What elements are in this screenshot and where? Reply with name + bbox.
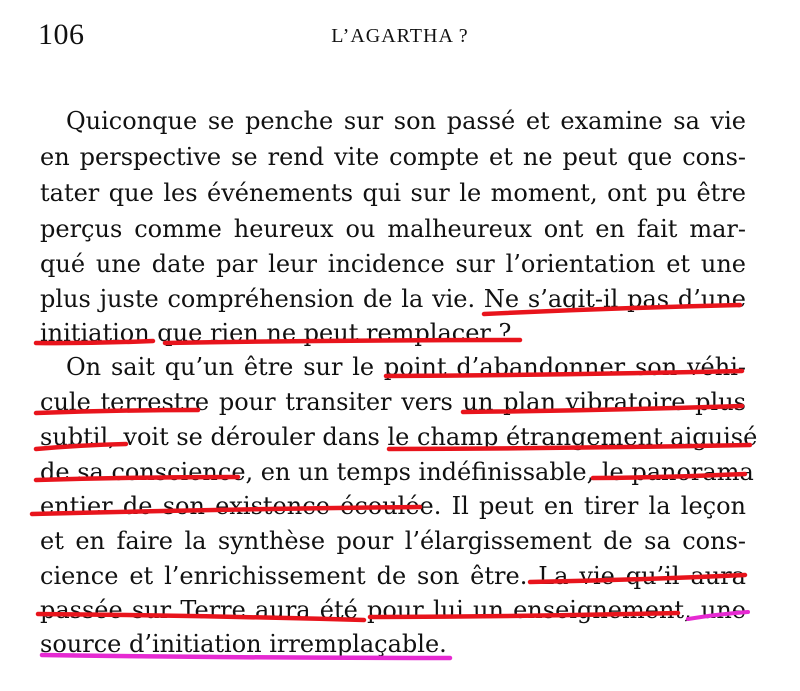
text-line: tater que les événements qui sur le moment, ont pu être [40, 179, 746, 207]
running-head: L’AGARTHA ? [331, 25, 469, 47]
text-line: cience et l’enrichissement de son être. La vie qu’il aura [40, 562, 746, 590]
text-line: initiation que rien ne peut remplacer ? [40, 319, 512, 347]
text-line: perçus comme heureux ou malheureux ont en fait mar- [40, 215, 746, 243]
text-line: On sait qu’un être sur le point d’abandonner son véhi- [66, 353, 746, 381]
text-line: et en faire la synthèse pour l’élargissement de sa cons- [40, 527, 746, 555]
text-line: plus juste compréhension de la vie. Ne s’agit-il pas d’une [40, 285, 746, 313]
text-line: passée sur Terre aura été pour lui un enseignement, une [40, 596, 746, 624]
text-line: cule terrestre pour transiter vers un plan vibratoire plus [40, 388, 746, 416]
text-line: subtil, voit se dérouler dans le champ étrangement aiguisé [40, 423, 758, 451]
text-line: Quiconque se penche sur son passé et examine sa vie [66, 107, 746, 135]
text-line: entier de son existence écoulée. Il peut en tirer la leçon [40, 492, 746, 520]
text-line: en perspective se rend vite compte et ne peut que cons- [40, 143, 746, 171]
text-line: de sa conscience, en un temps indéfinissable, le panorama [40, 458, 754, 486]
text-line: source d’initiation irremplaçable. [40, 630, 447, 658]
page-number: 106 [38, 18, 85, 51]
text-line: qué une date par leur incidence sur l’orientation et une [40, 250, 746, 278]
